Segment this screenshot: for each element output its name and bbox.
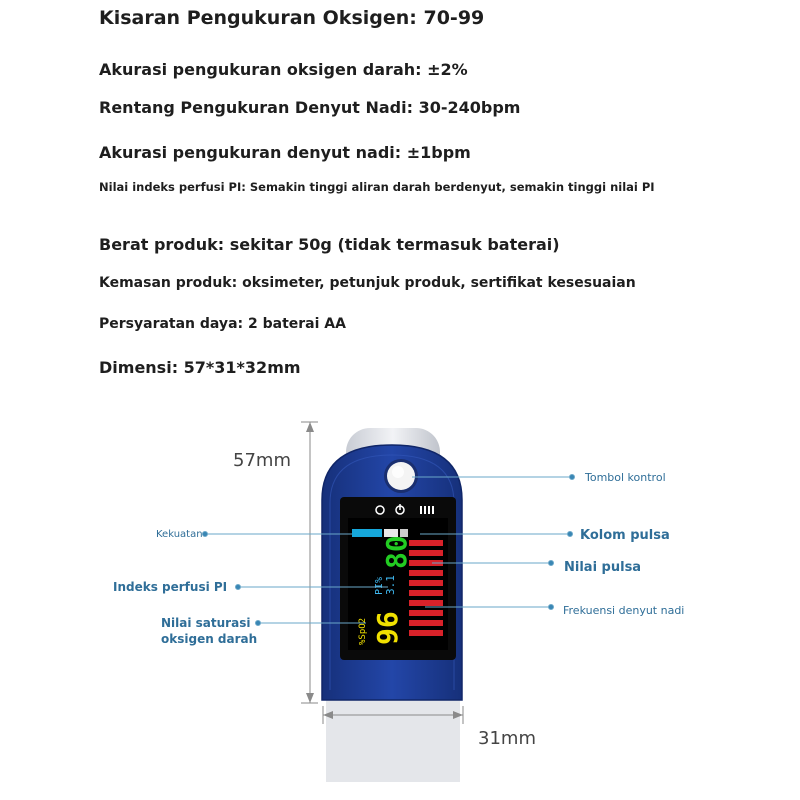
- oximeter-diagram: [0, 400, 800, 800]
- spo2-value: 96: [371, 611, 404, 645]
- label-perfusion-index: Indeks perfusi PI: [113, 580, 228, 594]
- label-pulse-frequency: Frekuensi denyut nadi: [563, 604, 685, 617]
- width-label: 31mm: [478, 728, 536, 749]
- spec-weight: Berat produk: sekitar 50g (tidak termasuk baterai): [99, 235, 560, 254]
- leader-pi-dot: [236, 585, 241, 590]
- leader-pulse-column-dot: [568, 532, 573, 537]
- label-strength: Kekuatan: [156, 529, 203, 540]
- spec-pi-note: Nilai indeks perfusi PI: Semakin tinggi aliran darah berdenyut, semakin tinggi nilai PI: [99, 180, 655, 194]
- control-button[interactable]: [384, 459, 418, 493]
- label-saturation-line2: oksigen darah: [161, 632, 258, 646]
- pi-value: 3.1: [384, 575, 397, 595]
- leader-pulse-value-dot: [549, 561, 554, 566]
- height-dimension: [301, 422, 318, 703]
- height-label: 57mm: [233, 450, 291, 471]
- spec-power: Persyaratan daya: 2 baterai AA: [99, 316, 346, 332]
- spec-oxygen-accuracy: Akurasi pengukuran oksigen darah: ±2%: [99, 60, 468, 79]
- pi-unit: PI%: [374, 576, 385, 595]
- spec-pulse-accuracy: Akurasi pengukuran denyut nadi: ±1bpm: [99, 143, 471, 162]
- leader-control-dot: [570, 475, 575, 480]
- spec-pulse-range: Rentang Pengukuran Denyut Nadi: 30-240bpm: [99, 98, 521, 117]
- label-pulse-column: Kolom pulsa: [580, 528, 670, 543]
- spo2-unit: %SpO2: [358, 617, 368, 645]
- spec-oxygen-range: Kisaran Pengukuran Oksigen: 70-99: [99, 7, 485, 29]
- label-control-button: Tombol kontrol: [585, 471, 666, 484]
- leader-strength-dot: [203, 532, 208, 537]
- leader-saturation-dot: [256, 621, 261, 626]
- pulse-value: 80: [380, 535, 413, 569]
- label-saturation-line1: Nilai saturasi: [161, 616, 251, 630]
- spec-package: Kemasan produk: oksimeter, petunjuk produk, sertifikat kesesuaian: [99, 275, 636, 291]
- spec-dimension: Dimensi: 57*31*32mm: [99, 358, 301, 377]
- label-pulse-value: Nilai pulsa: [564, 560, 642, 575]
- leader-pulse-frequency-dot: [549, 605, 554, 610]
